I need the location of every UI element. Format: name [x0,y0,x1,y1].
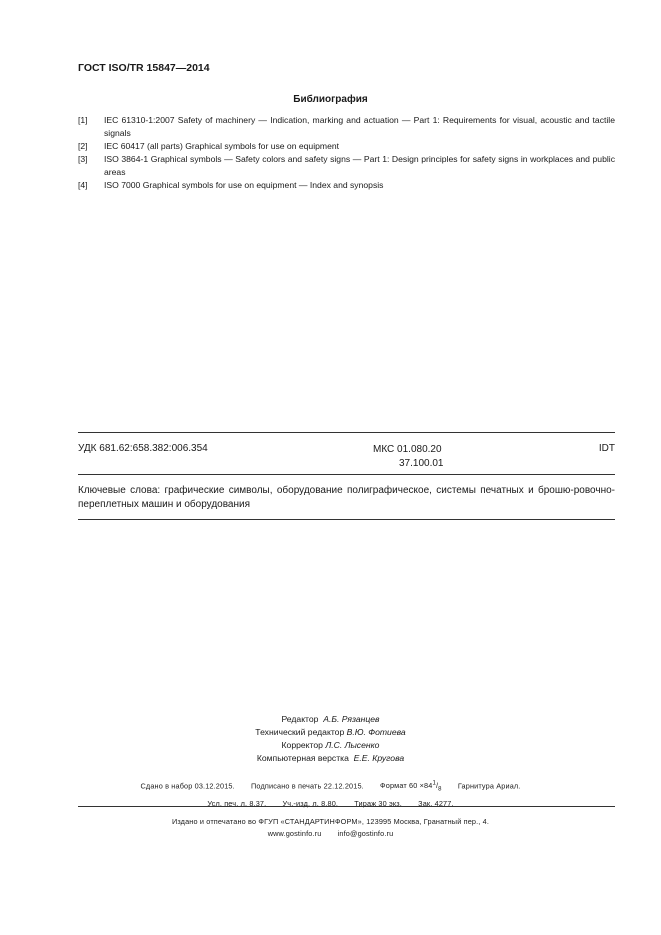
editor-line [0,752,661,765]
bibliography-number: [2] [78,141,88,151]
bibliography-number: [4] [78,180,88,190]
format-sup: 1 [432,781,436,787]
publisher-block [0,816,661,840]
editors-block [0,713,661,765]
format-prefix: Формат 60 ×84 [380,781,433,791]
editor-name: Е.Е. Кругова [353,753,405,763]
divider-top [78,432,615,433]
print-sheets: Усл. печ. л. 8,37. [207,798,267,808]
bibliography-text: ISO 7000 Graphical symbols for use on equipment — Index and synopsis [104,180,384,190]
order-number: Зак. 4277. [418,798,454,808]
mks-line-2: 37.100.01 [399,458,444,469]
bibliography-number: [1] [78,115,88,125]
bibliography-title: Библиография [293,94,368,105]
divider-keywords-bottom [78,519,615,520]
editor-line [0,739,661,752]
imprint-line-1 [0,778,661,797]
editor-name: Л.С. Лысенко [325,740,380,750]
editor-name: В.Ю. Фотиева [346,727,406,737]
divider-keywords-top [78,474,615,475]
paper-format [380,781,442,793]
format-sub: 8 [438,786,442,793]
bibliography-item [78,114,615,140]
editor-name: А.Б. Рязанцев [323,714,380,724]
signed-to-print: Подписано в печать 22.12.2015. [251,781,364,791]
editor-role: Корректор [281,740,323,750]
bibliography-item [78,153,615,179]
publisher-address: Издано и отпечатано во ФГУП «СТАНДАРТИНФОРМ», 123995 Москва, Гранатный пер., 4. [171,817,490,826]
bibliography-text: IEC 60417 (all parts) Graphical symbols for use on equipment [104,141,340,151]
bibliography-text: ISO 3864-1 Graphical symbols — Safety colors and safety signs — Part 1: Design principles for safety signs in workplaces and public areas [104,154,615,177]
bibliography-text: IEC 61310-1:2007 Safety of machinery — Indication, marking and actuation — Part 1: Requirements for visual, acoustic and tactile signals [104,115,615,138]
editor-role: Компьютерная верстка [256,753,349,763]
imprint-line-2 [0,797,661,810]
bibliography-item [78,179,615,192]
editor-role: Редактор [281,714,319,724]
publisher-contacts [0,828,661,840]
editor-role: Технический редактор [255,727,345,737]
editor-line [0,726,661,739]
keywords: Ключевые слова: графические символы, оборудование полиграфическое, системы печатных и брошю-ровочно-переплетных машин и оборудования [78,485,615,510]
sent-to-print: Сдано в набор 03.12.2015. [140,781,235,791]
publishing-sheets: Уч.-изд. л. 8,80. [282,798,339,808]
bibliography-number: [3] [78,154,88,164]
idt-label: IDT [598,443,615,454]
mks-code [373,443,444,471]
print-run: Тираж 30 экз. [354,798,402,808]
udk-code: УДК 681.62:658.382:006.354 [78,443,208,454]
divider-bottom [78,806,615,807]
bibliography-list [78,114,615,192]
format-slash: / [435,781,439,791]
mks-line-1: МКС 01.080.20 [373,444,442,455]
publisher-email[interactable]: info@gostinfo.ru [337,829,394,838]
publisher-website[interactable]: www.gostinfo.ru [267,829,322,838]
typeface: Гарнитура Ариал. [457,781,521,791]
document-code: ГОСТ ISO/TR 15847—2014 [78,62,210,74]
bibliography-item [78,140,615,153]
editor-line [0,713,661,726]
